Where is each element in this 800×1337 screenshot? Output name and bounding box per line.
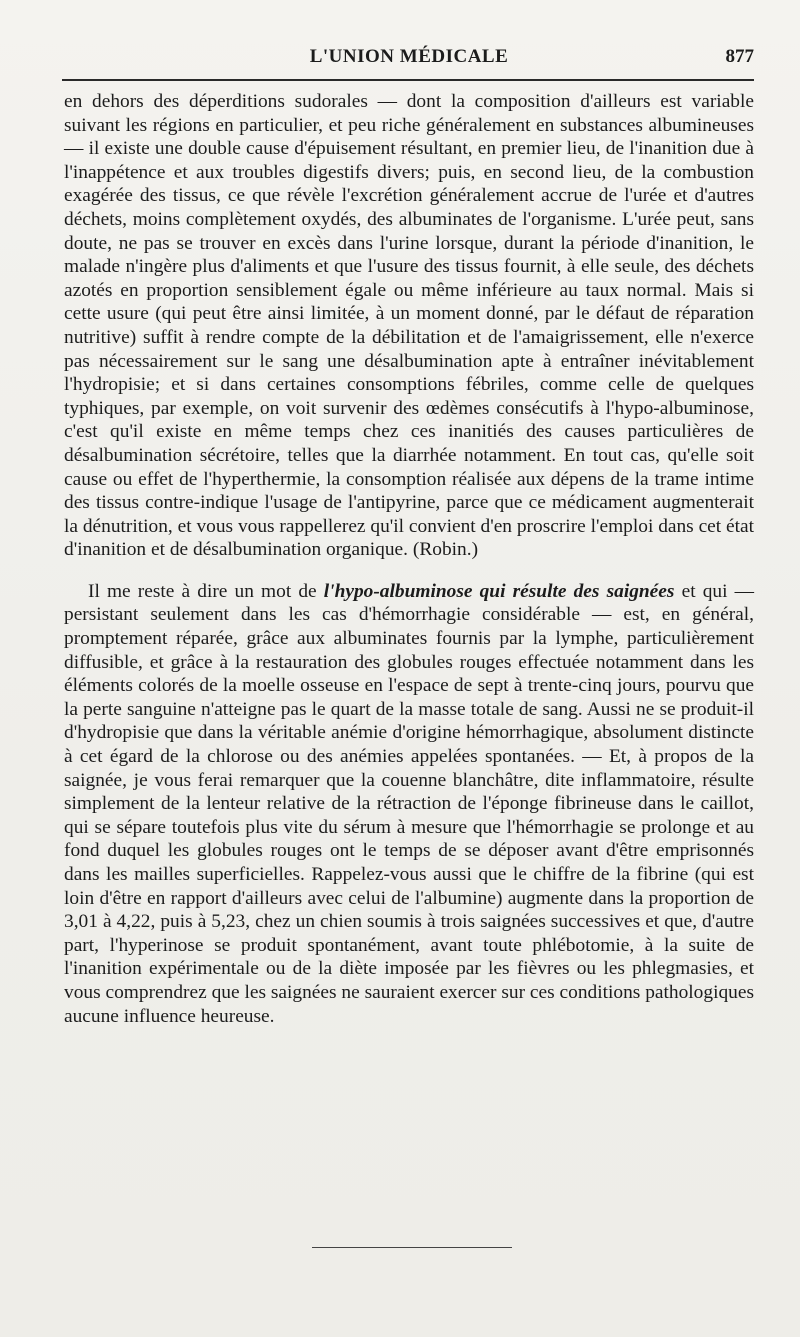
section-end-rule bbox=[312, 1247, 512, 1248]
running-title: L'UNION MÉDICALE bbox=[309, 46, 509, 67]
page-number: 877 bbox=[725, 46, 754, 67]
body-text bbox=[64, 90, 754, 1028]
paragraph-text: Il me reste à dire un mot de bbox=[88, 580, 324, 602]
paragraph: en dehors des déperditions sudorales — dont la composition d'ailleurs est variable suivant les régions en particulier, et peu riche généralement en substances albumineuses — il existe une double cause d'épuisement résultant, en premier lieu, de l'inanition due à l'inappétence et aux troubles digestifs divers; puis, en second lieu, de la combustion exagérée des tissus, ce que révèle l'excrétion généralement accrue de l'urée et d'autres déchets, moins complètement oxydés, des albuminates de l'organisme. L'urée peut, sans doute, ne pas se trouver en excès dans l'urine lorsque, durant la période d'inanition, le malade n'ingère plus d'aliments et que l'usure des tissus fournit, à elle seule, des déchets azotés en proportion sensiblement égale ou même inférieure au taux normal. Mais si cette usure (qui peut être ainsi limitée, à un moment donné, par le défaut de réparation nutritive) suffit à rendre compte de la débilitation et de l'amaigrissement, elle n'exerce pas nécessairement sur le sang une désalbumination apte à entraîner inévitablement l'hydropisie; et si dans certaines consomptions fébriles, comme celle de quelques typhiques, par exemple, on voit survenir des œdèmes consécutifs à l'hypo-albuminose, c'est qu'il existe en même temps chez ces inanitiés des causes particulières de désalbumination sécrétoire, telles que la diarrhée notamment. En tout cas, qu'elle soit cause ou effet de l'hyperthermie, la consomption réalisée aux dépens de la trame intime des tissus contre-indique l'usage de l'antipyrine, parce que ce médicament augmenterait la dénutrition, et vous vous rappellerez qu'il convient d'en proscrire l'emploi dans cet état d'inanition et de désalbumination organique. (Robin.) bbox=[64, 91, 755, 561]
header-rule bbox=[62, 79, 754, 81]
italic-term: l'hypo-albuminose qui résulte des saignées bbox=[323, 580, 675, 602]
paragraph-text: et qui — persistant seulement dans les cas d'hémorrhagie considérable — est, en général, promptement réparée, grâce aux albuminates fournis par la lymphe, particulièrement diffusible, et grâce à la restauration des globules rouges effectuée notamment dans les éléments colorés de la moelle osseuse en l'espace de sept à trente-cinq jours, pourvu que la perte sanguine n'atteigne pas le quart de la masse totale de sang. Aussi ne se produit-il d'hydropisie que dans la véritable anémie d'origine hémorrhagique, absolument distincte à cet égard de la chlorose ou des anémies appelées spontanées. — Et, à propos de la saignée, je vous ferai remarquer que la couenne blanchâtre, dite inflammatoire, résulte simplement de la lenteur relative de la rétraction de l'éponge fibrineuse dans le caillot, qui se sépare toutefois plus vite du sérum à mesure que l'hémorrhagie se prolonge et au fond duquel les globules rouges ont le temps de se déposer avant d'être emprisonnés dans les mailles superficielles. Rappelez-vous aussi que le chiffre de la fibrine (qui est loin d'être en rapport d'ailleurs avec celui de l'albumine) augmente dans la proportion de 3,01 à 4,22, puis à 5,23, chez un chien soumis à trois saignées successives et que, d'autre part, l'hyperinose se produit spontanément, avant toute phlébotomie, à la suite de l'inanition expérimentale ou de la diète imposée par les fièvres ou les phlegmasies, et vous comprendrez que les saignées ne sauraient exercer sur ces conditions pathologiques aucune influence heureuse. bbox=[64, 580, 755, 1027]
paragraph bbox=[64, 580, 754, 1028]
running-head bbox=[64, 44, 754, 74]
